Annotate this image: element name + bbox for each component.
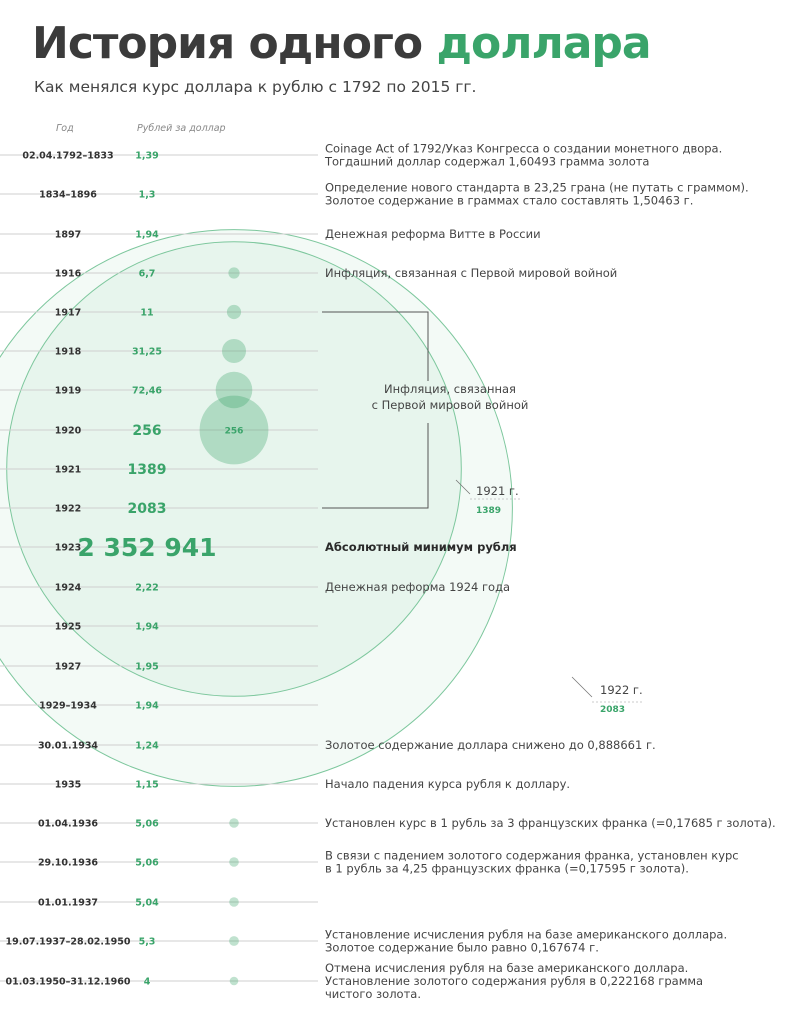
row-rate: 1,95 <box>135 661 159 673</box>
row-year: 01.04.1936 <box>37 818 99 830</box>
row-rate: 72,46 <box>131 385 163 397</box>
row-description: Денежная реформа Витте в России <box>325 227 541 241</box>
row-description: Тогдашний доллар содержал 1,60493 грамма золота <box>325 154 650 169</box>
row-description: В связи с падением золотого содержания франка, установлен курс <box>325 848 739 863</box>
row-description: Абсолютный минимум рубля <box>325 540 517 554</box>
bubble-1916 <box>228 267 239 278</box>
row-description: Определение нового стандарта в 23,25 грана (не путать с граммом). <box>325 180 749 195</box>
row-rate: 2,22 <box>135 582 159 594</box>
row-year: 1922 <box>54 503 82 515</box>
row-rate: 5,3 <box>138 936 156 948</box>
row-rate: 2 352 941 <box>77 533 217 562</box>
row-rate: 6,7 <box>138 268 156 280</box>
row-year: 1924 <box>54 582 82 594</box>
row-year: 1927 <box>54 661 82 673</box>
column-header-year: Год <box>56 123 74 134</box>
row-rate: 2083 <box>127 501 167 517</box>
row-year: 01.01.1937 <box>37 897 99 909</box>
row-year: 1834–1896 <box>39 189 97 201</box>
row-year: 1916 <box>54 268 82 280</box>
row-year: 29.10.1936 <box>37 857 99 869</box>
row-description: Установление золотого содержания рубля в 0,222168 грамма <box>325 974 704 988</box>
row-description: Отмена исчисления рубля на базе американского доллара. <box>325 961 689 975</box>
bracket-note: с Первой мировой войной <box>371 398 529 412</box>
row-description: чистого золота. <box>325 987 421 1001</box>
row-description: Coinage Act of 1792/Указ Конгресса о создании монетного двора. <box>325 141 723 156</box>
row-rate: 31,25 <box>131 346 163 358</box>
bubble-1917 <box>227 305 241 319</box>
row-description: Инфляция, связанная с Первой мировой войной <box>325 266 618 280</box>
row-rate: 5,06 <box>135 857 159 869</box>
row-year: 1918 <box>54 346 82 358</box>
row-rate: 1,24 <box>135 740 159 752</box>
row-description: Начало падения курса рубля к доллару. <box>325 777 571 791</box>
callout-year: 1921 г. <box>476 484 519 498</box>
callout-year: 1922 г. <box>600 683 643 697</box>
row-description: Золотое содержание было равно 0,167674 г. <box>325 940 599 955</box>
row-year: 1917 <box>54 307 82 319</box>
row-rate: 1,15 <box>135 779 159 791</box>
callout-leader <box>572 677 592 697</box>
column-header-rate: Рублей за доллар <box>137 123 226 134</box>
row-rate: 5,06 <box>135 818 159 830</box>
row-year: 1897 <box>54 229 82 241</box>
title-main: История одного <box>32 18 423 69</box>
row-year: 02.04.1792–1833 <box>22 150 114 162</box>
row-year: 1925 <box>54 621 82 633</box>
bubble-1918 <box>222 339 246 363</box>
bubble-01.03.1950–31.12.1960 <box>230 977 239 986</box>
row-rate: 1389 <box>127 462 167 478</box>
row-rate: 11 <box>140 307 154 319</box>
row-rate: 1,94 <box>135 700 159 712</box>
row-year: 30.01.1934 <box>37 740 99 752</box>
bubble-29.10.1936 <box>229 857 239 867</box>
bracket-note: Инфляция, связанная <box>384 382 516 396</box>
row-description: Золотое содержание в граммах стало составлять 1,50463 г. <box>325 193 694 208</box>
callout-value: 1389 <box>476 506 502 516</box>
bubble-01.01.1937 <box>229 897 239 907</box>
row-year: 1921 <box>54 464 82 476</box>
row-rate: 1,3 <box>138 189 156 201</box>
row-rate: 5,04 <box>135 897 159 909</box>
callout-value: 2083 <box>600 705 626 715</box>
row-year: 1935 <box>54 779 82 791</box>
bubble-19.07.1937–28.02.1950 <box>229 936 239 946</box>
bubble-label-1920: 256 <box>224 426 244 437</box>
row-description: Установление исчисления рубля на базе американского доллара. <box>325 927 728 942</box>
row-description: Золотое содержание доллара снижено до 0,888661 г. <box>325 738 656 752</box>
row-year: 1919 <box>54 385 82 397</box>
row-year: 1923 <box>54 542 82 554</box>
row-year: 1929–1934 <box>39 700 97 712</box>
row-description: в 1 рубль за 4,25 французских франка (=0,17595 г золота). <box>325 861 689 876</box>
row-rate: 256 <box>132 423 162 439</box>
row-year: 01.03.1950–31.12.1960 <box>5 976 131 988</box>
bubble-01.04.1936 <box>229 818 239 828</box>
row-rate: 4 <box>143 976 151 988</box>
row-rate: 1,94 <box>135 621 159 633</box>
row-rate: 1,94 <box>135 229 159 241</box>
row-rate: 1,39 <box>135 150 159 162</box>
row-description: Денежная реформа 1924 года <box>325 580 511 594</box>
row-description: Установлен курс в 1 рубль за 3 французских франка (=0,17685 г золота). <box>325 816 776 830</box>
row-year: 19.07.1937–28.02.1950 <box>5 936 131 948</box>
title-accent: доллара <box>436 18 651 69</box>
page-subtitle: Как менялся курс доллара к рублю с 1792 по 2015 гг. <box>34 78 477 96</box>
row-year: 1920 <box>54 425 82 437</box>
